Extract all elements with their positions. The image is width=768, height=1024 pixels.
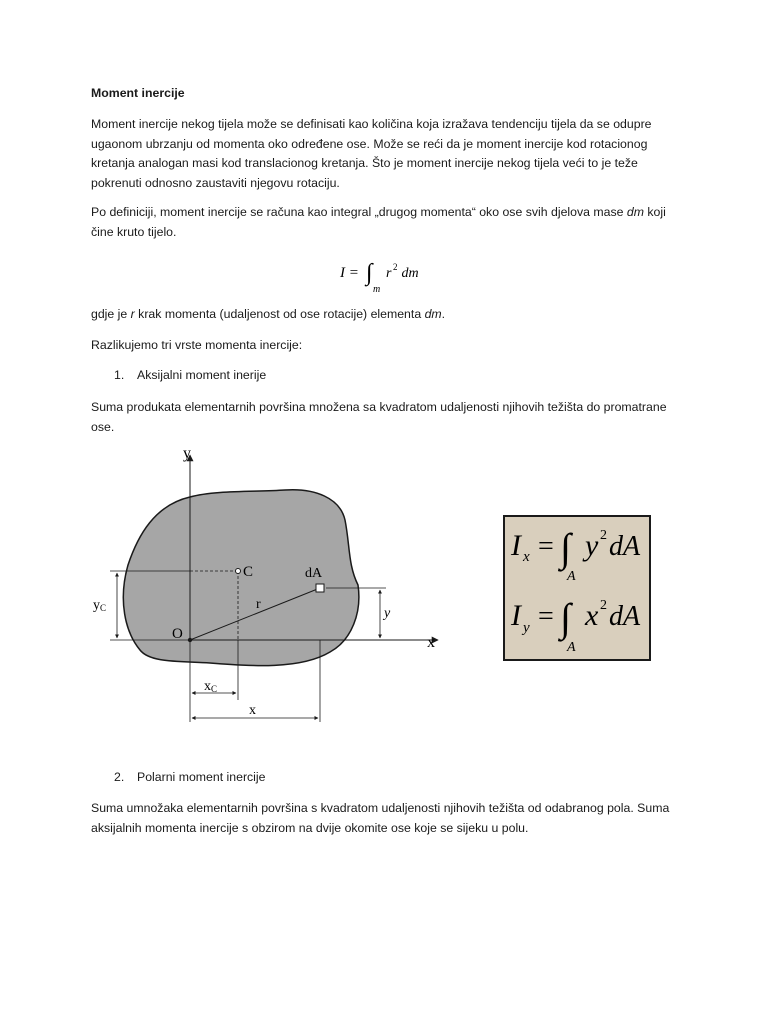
types-intro: Razlikujemo tri vrste momenta inercije:: [91, 338, 303, 352]
definition-text-2: koji čine kruto tijelo.: [91, 205, 666, 239]
ix-symbol: I: [511, 529, 521, 562]
formula-lhs: I =: [340, 265, 359, 281]
xc-label: [204, 679, 217, 694]
ix-body: y: [585, 529, 599, 562]
iy-exponent: 2: [600, 598, 607, 613]
page-heading: Moment inercije: [91, 86, 185, 100]
ix-integral-sub: A: [567, 569, 576, 584]
yc-label: [93, 598, 106, 613]
x-distance-label: x: [249, 703, 256, 718]
ix-integral: ∫: [560, 525, 571, 570]
axial-formulas: [505, 517, 649, 659]
iy-subscript: y: [523, 620, 530, 636]
formula-exponent: 2: [393, 262, 398, 272]
iy-integral: ∫: [560, 595, 571, 640]
yc-sub: C: [100, 603, 107, 613]
xc-main: x: [204, 679, 211, 694]
where-var-dm: dm: [424, 307, 442, 321]
iy-formula: [510, 595, 641, 655]
axial-formula-box: [503, 515, 651, 661]
definition-var-dm: dm: [626, 205, 644, 219]
origin-label: O: [172, 626, 183, 642]
axial-moment-diagram: [95, 443, 450, 728]
dA-label: dA: [305, 566, 323, 581]
formula-integral-sign: ∫: [366, 260, 373, 286]
list-label: Aksijalni moment inerije: [137, 368, 267, 382]
iy-equals: =: [538, 601, 554, 632]
y-axis-label: y: [183, 445, 191, 462]
body-shape: [123, 490, 359, 666]
ix-equals: =: [538, 531, 554, 562]
centroid-label: C: [243, 564, 254, 580]
where-text-1: gdje je: [91, 307, 131, 321]
polar-description: Suma umnožaka elementarnih površina s kvadratom udaljenosti njihovih težišta od odabranog pola. Suma aksijalnih momenta inercije s obzirom na dvije okomite ose koje se sijeku u polu.: [91, 801, 670, 835]
where-paragraph: [91, 305, 681, 325]
ix-dA: dA: [609, 531, 641, 562]
ix-formula: [510, 525, 641, 584]
where-text-3: .: [441, 307, 446, 321]
xc-sub: C: [211, 684, 218, 694]
iy-body: x: [585, 599, 599, 632]
yc-main: y: [93, 598, 100, 613]
intro-paragraph: Moment inercije nekog tijela može se definisati kao količina koja izražava tendenciju tijela da se odupre ugaonom ubrzanju od momenta oko određene ose. Može se reći da je moment inercije kod rotacionog kretanja analogan masi kod translacionog kretanja. Što je moment inercije nekog tijela veći to je teže pokrenuti odnosno zaustaviti njegovu rotaciju.: [91, 117, 652, 190]
ix-subscript: x: [523, 549, 530, 565]
axial-description: Suma produkata elementarnih površina množena sa kvadratom udaljenosti njihovih težišta do promatrane ose.: [91, 400, 667, 434]
x-axis-label: x: [427, 634, 435, 651]
list-number: 2.: [114, 770, 125, 784]
iy-symbol: I: [511, 599, 521, 632]
origin-point: [188, 638, 192, 642]
ix-exponent: 2: [600, 528, 607, 543]
y-distance-label: y: [384, 606, 391, 621]
centroid-point: [236, 569, 241, 574]
where-text-2: krak momenta (udaljenost od ose rotacije) elementa: [134, 307, 425, 321]
moment-of-inertia-formula: [340, 256, 450, 296]
definition-paragraph: [91, 203, 681, 242]
list-label: Polarni moment inercije: [137, 770, 266, 784]
formula-dm: dm: [398, 266, 419, 281]
iy-dA: dA: [609, 601, 641, 632]
formula-integral-sub: m: [373, 284, 381, 295]
iy-integral-sub: A: [567, 640, 576, 655]
list-number: 1.: [114, 368, 125, 382]
radius-label: r: [256, 597, 261, 612]
definition-text-1: Po definiciji, moment inercije se računa kao integral „drugog momenta“ oko ose svih djelova mase: [91, 205, 627, 219]
element-dA: [316, 584, 324, 592]
where-var-r: r: [130, 307, 135, 321]
formula-r: r: [386, 266, 392, 281]
